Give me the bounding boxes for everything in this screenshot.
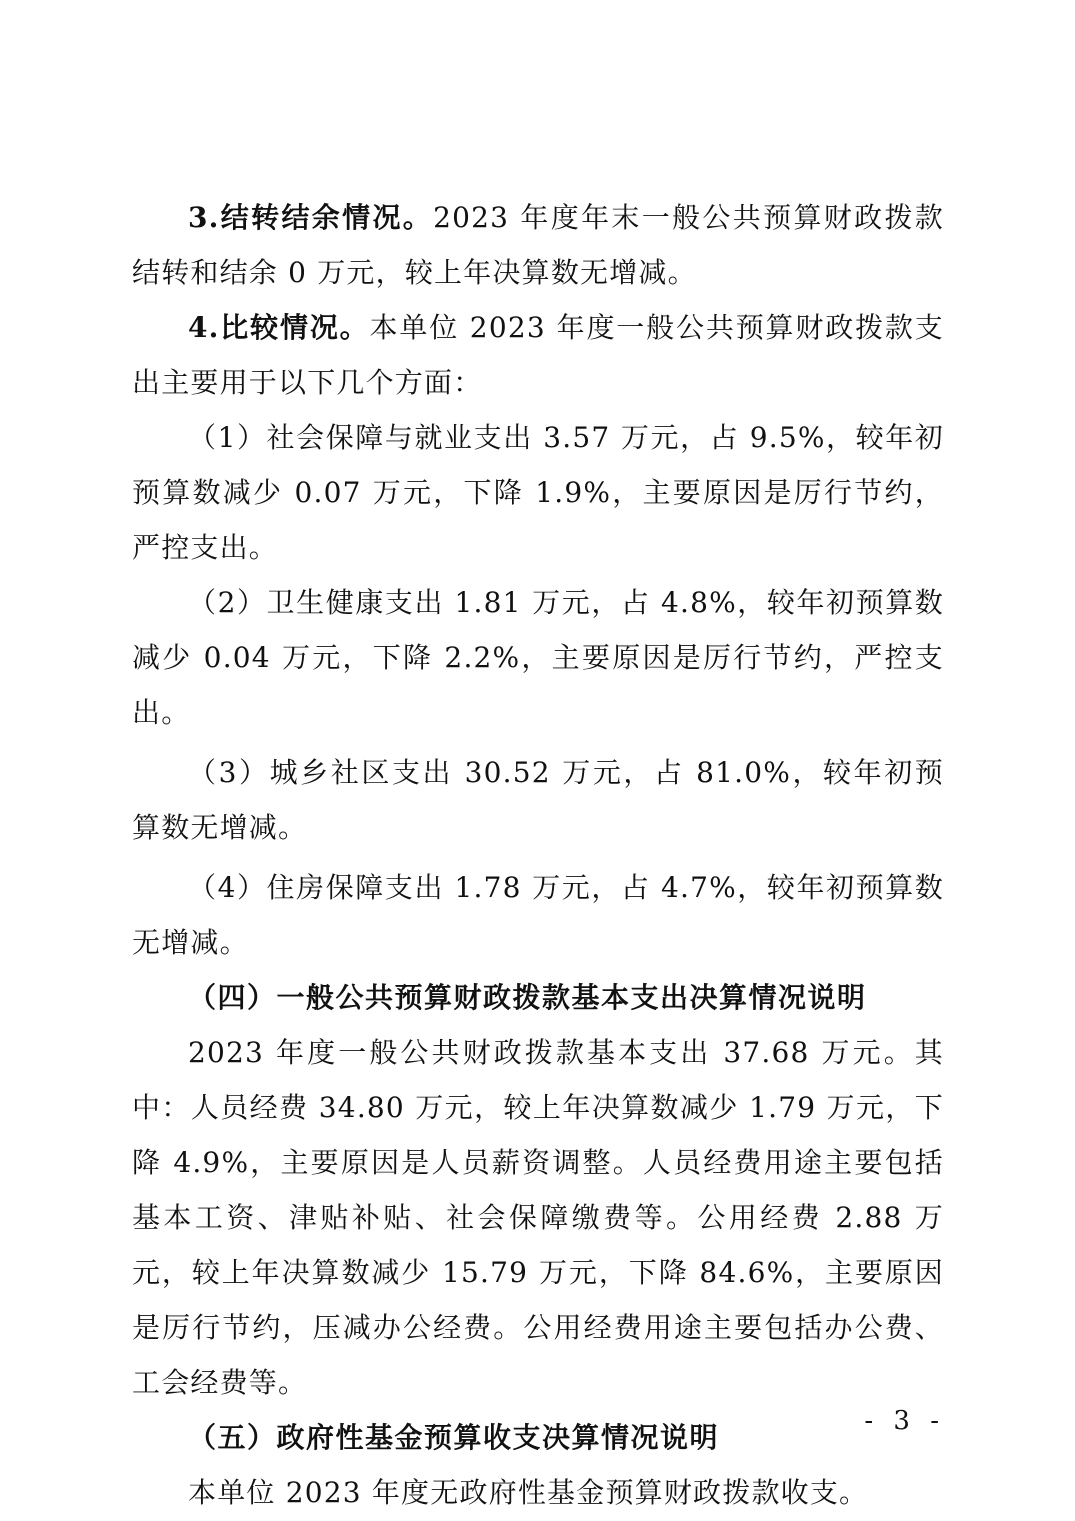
section-4-heading: （四）一般公共预算财政拨款基本支出决算情况说明 [188,981,867,1014]
section-5-body: 本单位 2023 年度无政府性基金预算财政拨款收支。 [188,1476,869,1509]
section-4-body: 2023 年度一般公共财政拨款基本支出 37.68 万元。其中：人员经费 34.80 万元，较上年决算数减少 1.79 万元，下降 4.9%，主要原因是人员薪资调整。人员经费用途主要包括基本工资、津贴补贴、社会保障缴费等。公用经费 2.88 万元，较上年决算数减少 15.79 万元，下降 84.6%，主要原因是厉行节约，压减办公经费。公用经费用途主要包括办公费、工会经费等。 [132,1036,944,1399]
paragraph-text-carryover: 2023 年度年末一般公共预算财政拨款结转和结余 0 万元，较上年决算数无增减。 [132,201,944,289]
page-number: - 3 - [864,1406,945,1436]
section-5-heading: （五）政府性基金预算收支决算情况说明 [188,1421,720,1454]
paragraph-carryover [132,190,944,300]
document-body [132,190,944,1520]
paragraph-text-comparison: 本单位 2023 年度一般公共预算财政拨款支出主要用于以下几个方面： [132,311,944,399]
paragraph-lead-comparison: 4.比较情况。 [188,311,370,344]
paragraph-item-4: （4）住房保障支出 1.78 万元，占 4.7%，较年初预算数无增减。 [132,871,944,959]
paragraph-comparison [132,300,944,410]
paragraph-item-2: （2）卫生健康支出 1.81 万元，占 4.8%，较年初预算数减少 0.04 万元，下降 2.2%，主要原因是厉行节约，严控支出。 [132,586,944,729]
paragraph-item-3: （3）城乡社区支出 30.52 万元，占 81.0%，较年初预算数无增减。 [132,756,944,844]
paragraph-item-1: （1）社会保障与就业支出 3.57 万元，占 9.5%，较年初预算数减少 0.07 万元，下降 1.9%，主要原因是厉行节约，严控支出。 [132,421,944,564]
paragraph-lead-carryover: 3.结转结余情况。 [188,201,434,234]
